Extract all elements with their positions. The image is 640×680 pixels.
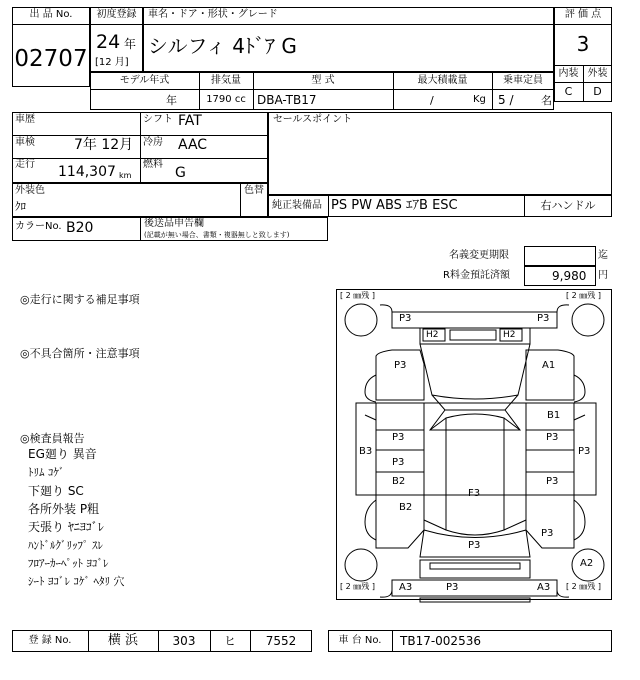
exterior-color-label: 外装色 [15, 185, 45, 196]
color-number: B20 [66, 220, 94, 236]
shift: FAT [178, 113, 202, 129]
name-change-label: 名義変更期限 [449, 250, 509, 261]
capacity-unit: 名 [541, 94, 552, 107]
plate-region: 横 浜 [107, 633, 139, 648]
mark-fender-left: P3 [394, 360, 407, 371]
wheel-fl-icon [345, 304, 377, 336]
exterior-grade: D [593, 85, 602, 98]
capacity: 5 / [498, 93, 514, 107]
displacement: 1790 cc [206, 94, 246, 105]
ac-label: 冷房 [143, 137, 163, 148]
registration-month: [12 月] [95, 57, 129, 68]
lot-number-label: 出 品 No. [29, 9, 73, 20]
tire-depth-fl: [ 2 ㎜残 ] [340, 291, 375, 300]
mark-sill-left: B3 [359, 446, 373, 457]
type-label: 型 式 [311, 75, 335, 86]
mark-rear-bumper-right: A3 [537, 582, 551, 593]
plate-number: 7552 [265, 634, 297, 648]
model-name: シルフィ 4ﾄﾞｱ G [148, 34, 297, 58]
report-line: 天張り ﾔﾆﾖｺﾞﾚ [28, 520, 104, 534]
max-load-label: 最大積載量 [417, 75, 468, 86]
overall-grade: 3 [576, 32, 590, 56]
rear-bumper-shape [392, 580, 557, 596]
fuel-label: 燃料 [143, 159, 163, 170]
history-label: 車歴 [15, 114, 35, 125]
defects-title: ◎不具合箇所・注意事項 [20, 347, 140, 360]
model-name-label: 車名・ドア・形状・グレード [148, 9, 278, 20]
report-line: ﾌﾛｱｰｶｰﾍﾟｯﾄ ﾖｺﾞﾚ [28, 557, 109, 570]
exterior-color: ｸﾛ [15, 200, 26, 213]
mark-quarter-left: B2 [399, 502, 413, 513]
interior-grade: C [564, 85, 573, 98]
report-line: EG廻り 異音 [28, 447, 97, 461]
roof-shape [446, 414, 504, 535]
report-line: ﾊﾝﾄﾞﾙｸﾞﾘｯﾌﾟ ｽﾚ [28, 539, 103, 552]
mark-front-door-right: P3 [546, 432, 559, 443]
mark-quarter-right: P3 [541, 528, 554, 539]
inspector-report-title: ◎検査員報告 [20, 432, 85, 445]
delivery-note: (記載が無い場合、書類・複器無しと致します) [144, 231, 290, 239]
interior-grade-label: 内装 [558, 68, 579, 79]
registration-year-unit: 年 [124, 37, 137, 51]
mark-rear-door-left-b: B2 [392, 476, 406, 487]
plate-class: 303 [172, 634, 196, 648]
max-load-separator: / [430, 94, 434, 107]
inspection-label: 車検 [15, 137, 35, 148]
mark-front-bumper-right: P3 [537, 313, 550, 324]
mileage-label: 走行 [15, 159, 35, 170]
equipment: PS PW ABS ｴｱB ESC [331, 198, 458, 213]
mark-rear-door-right: P3 [546, 476, 559, 487]
mileage-unit: km [119, 171, 132, 180]
report-line: ｼｰﾄ ﾖｺﾞﾚ ｺｹﾞ ﾍﾀﾘ 穴 [28, 575, 125, 588]
inspection-expiry: 7年 12月 [74, 137, 134, 153]
mark-sill-right: P3 [578, 446, 591, 457]
mark-trunk: P3 [468, 540, 481, 551]
wheel-fr-icon [572, 304, 604, 336]
mark-rear-bumper-center: P3 [446, 582, 459, 593]
recycle-fee-unit: 円 [598, 270, 608, 281]
mark-rear-bumper-left: A3 [399, 582, 413, 593]
chassis-label: 車 台 No. [338, 635, 382, 646]
mark-headlight-left: H2 [426, 330, 439, 340]
max-load-unit: Kg [473, 94, 486, 105]
mark-roof: F3 [468, 488, 481, 499]
equipment-label: 純正装備品 [272, 200, 322, 211]
model-year-unit: 年 [166, 94, 177, 107]
tire-depth-fr: [ 2 ㎜残 ] [566, 291, 601, 300]
mark-tire-rear-right: A2 [580, 558, 594, 569]
fuel: G [175, 165, 186, 181]
report-line: 下廻り SC [28, 484, 84, 498]
type-code: DBA-TB17 [257, 93, 317, 107]
registration-year: 24 [96, 31, 121, 53]
recycle-fee: 9,980 [552, 269, 587, 283]
color-change-label: 色替 [244, 185, 264, 196]
mark-front-door-left: P3 [392, 432, 405, 443]
first-registration-label: 初度登録 [96, 9, 137, 20]
delivery-label: 後送品申告欄 [144, 218, 204, 229]
sales-point-label: セールスポイント [273, 114, 353, 125]
tire-depth-rr: [ 2 ㎜残 ] [566, 582, 601, 591]
model-year-label: モデル年式 [119, 75, 170, 86]
name-change-unit: 迄 [598, 250, 608, 261]
steering-side: 右ハンドル [540, 199, 596, 212]
lot-number: 02707 [14, 46, 88, 72]
capacity-label: 乗車定員 [503, 75, 543, 86]
exterior-grade-label: 外装 [587, 68, 608, 79]
shift-label: シフト [143, 114, 173, 125]
chassis-number: TB17-002536 [400, 634, 481, 648]
recycle-fee-label: R料金預託済額 [443, 270, 510, 281]
mark-rear-door-left-a: P3 [392, 457, 405, 468]
mark-headlight-right: H2 [503, 330, 516, 340]
mark-front-bumper-left: P3 [399, 313, 412, 324]
driving-remarks-title: ◎走行に関する補足事項 [20, 293, 140, 306]
report-line: ﾄﾘﾑ ｺｹﾞ [28, 466, 65, 479]
plate-kana: ヒ [223, 634, 236, 648]
tire-depth-rl: [ 2 ㎜残 ] [340, 582, 375, 591]
mark-door-b1: B1 [547, 410, 561, 421]
displacement-label: 排気量 [211, 75, 241, 86]
hood-shape [420, 344, 530, 399]
mark-fender-right: A1 [542, 360, 556, 371]
color-number-label: カラーNo. [15, 221, 62, 232]
report-line: 各所外装 P粗 [28, 502, 100, 516]
mileage: 114,307 [58, 164, 116, 180]
ac: AAC [178, 137, 208, 153]
plate-label: 登 録 No. [28, 635, 72, 646]
wheel-rl-icon [345, 549, 377, 581]
front-bumper-shape [392, 312, 557, 328]
grade-label: 評 価 点 [564, 9, 602, 20]
